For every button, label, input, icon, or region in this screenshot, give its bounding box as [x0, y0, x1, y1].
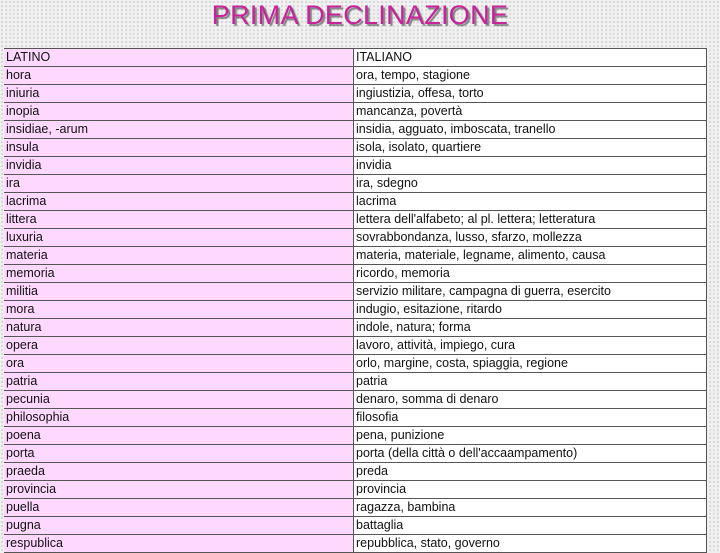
latin-word: provincia — [4, 481, 354, 499]
table-row — [4, 445, 707, 463]
latin-word: ora — [4, 355, 354, 373]
italian-translation: porta (della città o dell'accaampamento) — [354, 445, 707, 463]
italian-translation: mancanza, povertà — [354, 103, 707, 121]
italian-translation: sovrabbondanza, lusso, sfarzo, mollezza — [354, 229, 707, 247]
italian-translation: ingiustizia, offesa, torto — [354, 85, 707, 103]
table-row — [4, 409, 707, 427]
italian-translation: lettera dell'alfabeto; al pl. lettera; letteratura — [354, 211, 707, 229]
table-row — [4, 193, 707, 211]
latin-word: pugna — [4, 517, 354, 535]
italian-translation: isola, isolato, quartiere — [354, 139, 707, 157]
table-row — [4, 319, 707, 337]
italian-translation: insidia, agguato, imboscata, tranello — [354, 121, 707, 139]
vocabulary-table-body — [4, 49, 707, 553]
italian-translation: ragazza, bambina — [354, 499, 707, 517]
italian-translation: invidia — [354, 157, 707, 175]
table-row — [4, 139, 707, 157]
latin-word: patria — [4, 373, 354, 391]
latin-word: iniuria — [4, 85, 354, 103]
latin-word: inopia — [4, 103, 354, 121]
italian-translation: ora, tempo, stagione — [354, 67, 707, 85]
latin-word: mora — [4, 301, 354, 319]
latin-word: hora — [4, 67, 354, 85]
latin-word: philosophia — [4, 409, 354, 427]
italian-translation: filosofia — [354, 409, 707, 427]
table-row — [4, 265, 707, 283]
latin-word: lacrima — [4, 193, 354, 211]
table-row — [4, 67, 707, 85]
table-row — [4, 481, 707, 499]
latin-word: poena — [4, 427, 354, 445]
latin-word: materia — [4, 247, 354, 265]
table-header-row — [4, 49, 707, 67]
latin-word: ira — [4, 175, 354, 193]
italian-translation: battaglia — [354, 517, 707, 535]
latin-word: natura — [4, 319, 354, 337]
header-italian: ITALIANO — [354, 49, 707, 67]
italian-translation: pena, punizione — [354, 427, 707, 445]
vocabulary-table — [4, 48, 707, 553]
latin-word: puella — [4, 499, 354, 517]
italian-translation: ira, sdegno — [354, 175, 707, 193]
italian-translation: orlo, margine, costa, spiaggia, regione — [354, 355, 707, 373]
table-row — [4, 337, 707, 355]
table-row — [4, 175, 707, 193]
table-row — [4, 427, 707, 445]
table-row — [4, 355, 707, 373]
latin-word: respublica — [4, 535, 354, 553]
table-row — [4, 157, 707, 175]
table-row — [4, 121, 707, 139]
italian-translation: ricordo, memoria — [354, 265, 707, 283]
italian-translation: lacrima — [354, 193, 707, 211]
italian-translation: indole, natura; forma — [354, 319, 707, 337]
table-row — [4, 463, 707, 481]
table-row — [4, 301, 707, 319]
table-row — [4, 373, 707, 391]
latin-word: pecunia — [4, 391, 354, 409]
italian-translation: lavoro, attività, impiego, cura — [354, 337, 707, 355]
table-row — [4, 229, 707, 247]
table-row — [4, 499, 707, 517]
table-row — [4, 103, 707, 121]
latin-word: porta — [4, 445, 354, 463]
latin-word: opera — [4, 337, 354, 355]
italian-translation: indugio, esitazione, ritardo — [354, 301, 707, 319]
table-row — [4, 211, 707, 229]
italian-translation: materia, materiale, legname, alimento, causa — [354, 247, 707, 265]
italian-translation: servizio militare, campagna di guerra, esercito — [354, 283, 707, 301]
latin-word: memoria — [4, 265, 354, 283]
table-row — [4, 85, 707, 103]
latin-word: insidiae, -arum — [4, 121, 354, 139]
table-row — [4, 247, 707, 265]
latin-word: praeda — [4, 463, 354, 481]
italian-translation: repubblica, stato, governo — [354, 535, 707, 553]
latin-word: militia — [4, 283, 354, 301]
header-latin: LATINO — [4, 49, 354, 67]
italian-translation: preda — [354, 463, 707, 481]
italian-translation: provincia — [354, 481, 707, 499]
table-row — [4, 517, 707, 535]
table-row — [4, 535, 707, 553]
italian-translation: patria — [354, 373, 707, 391]
table-row — [4, 283, 707, 301]
italian-translation: denaro, somma di denaro — [354, 391, 707, 409]
table-row — [4, 391, 707, 409]
latin-word: luxuria — [4, 229, 354, 247]
page-title: PRIMA DECLINAZIONE — [211, 0, 509, 30]
latin-word: insula — [4, 139, 354, 157]
latin-word: littera — [4, 211, 354, 229]
latin-word: invidia — [4, 157, 354, 175]
